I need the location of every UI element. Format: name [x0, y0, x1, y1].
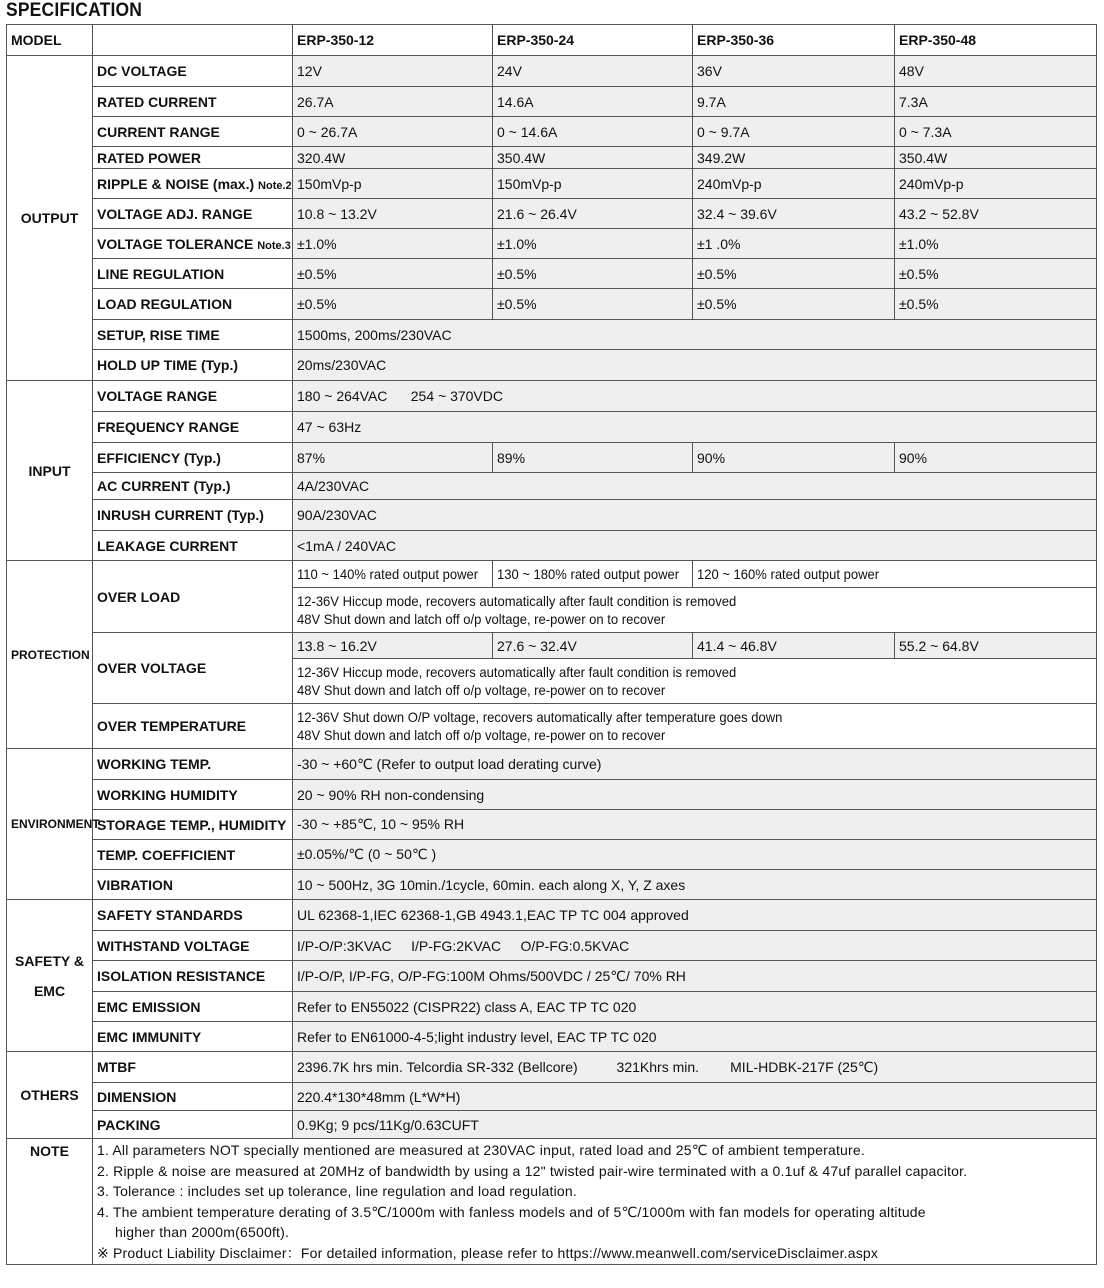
value-cell: ±0.5%	[895, 289, 1097, 320]
value-cell: I/P-O/P:3KVAC I/P-FG:2KVAC O/P-FG:0.5KVAC	[293, 931, 1097, 961]
table-row	[7, 1052, 1097, 1083]
table-row	[7, 531, 1097, 561]
value-cell: 150mVp-p	[493, 169, 693, 199]
note-item: 4. The ambient temperature derating of 3.5℃/1000m with fanless models and of 5℃/1000m with fan models for operating altitude	[97, 1203, 926, 1220]
table-row	[7, 870, 1097, 900]
table-row	[7, 1139, 1097, 1265]
row-label: WITHSTAND VOLTAGE	[93, 931, 293, 961]
table-row	[7, 931, 1097, 961]
value-cell: 350.4W	[493, 147, 693, 169]
value-cell: 90%	[895, 443, 1097, 473]
category-protection: PROTECTION	[7, 561, 93, 749]
value-cell: 27.6 ~ 32.4V	[493, 633, 693, 659]
table-row	[7, 1022, 1097, 1052]
row-label: OVER LOAD	[93, 561, 293, 633]
table-row	[7, 473, 1097, 500]
table-row	[7, 840, 1097, 870]
model-name: ERP-350-24	[493, 25, 693, 56]
category-others: OTHERS	[7, 1052, 93, 1139]
category-output: OUTPUT	[7, 56, 93, 381]
value-cell: 4A/230VAC	[293, 473, 1097, 500]
row-label: LINE REGULATION	[93, 259, 293, 289]
row-label: DIMENSION	[93, 1083, 293, 1111]
value-cell: 180 ~ 264VAC 254 ~ 370VDC	[293, 381, 1097, 412]
value-cell: 240mVp-p	[693, 169, 895, 199]
value-cell: 26.7A	[293, 87, 493, 117]
row-label: WORKING TEMP.	[93, 749, 293, 780]
specification-table	[6, 24, 1097, 1265]
table-row	[7, 443, 1097, 473]
value-cell: 21.6 ~ 26.4V	[493, 199, 693, 229]
value-cell: 7.3A	[895, 87, 1097, 117]
row-label: VOLTAGE ADJ. RANGE	[93, 199, 293, 229]
value-cell: ±1 .0%	[693, 229, 895, 259]
table-row	[7, 56, 1097, 87]
value-cell: ±0.5%	[895, 259, 1097, 289]
mode-line: 12-36V Hiccup mode, recovers automatically after fault condition is removed	[297, 664, 737, 680]
table-row	[7, 350, 1097, 381]
table-row	[7, 704, 1097, 749]
value-cell: 24V	[493, 56, 693, 87]
category-environment: ENVIRONMENT	[7, 749, 93, 900]
mode-line: 48V Shut down and latch off o/p voltage, re-power on to recover	[297, 611, 666, 627]
model-name: ERP-350-36	[693, 25, 895, 56]
value-cell: 10 ~ 500Hz, 3G 10min./1cycle, 60min. each along X, Y, Z axes	[293, 870, 1097, 900]
row-label: VIBRATION	[93, 870, 293, 900]
value-cell: 14.6A	[493, 87, 693, 117]
row-label: TEMP. COEFFICIENT	[93, 840, 293, 870]
value-cell: 36V	[693, 56, 895, 87]
row-label	[93, 229, 293, 259]
value-cell: 240mVp-p	[895, 169, 1097, 199]
row-label: AC CURRENT (Typ.)	[93, 473, 293, 500]
row-label: HOLD UP TIME (Typ.)	[93, 350, 293, 381]
value-cell: 13.8 ~ 16.2V	[293, 633, 493, 659]
value-cell: 12V	[293, 56, 493, 87]
row-label: PACKING	[93, 1111, 293, 1139]
value-cell: 350.4W	[895, 147, 1097, 169]
row-label: MTBF	[93, 1052, 293, 1083]
value-cell: 90%	[693, 443, 895, 473]
table-row	[7, 259, 1097, 289]
value-cell: 87%	[293, 443, 493, 473]
value-cell: 90A/230VAC	[293, 500, 1097, 531]
table-row	[7, 961, 1097, 992]
row-label: RATED POWER	[93, 147, 293, 169]
table-row	[7, 229, 1097, 259]
category-safety-emc	[7, 900, 93, 1052]
range-cell	[693, 561, 1097, 588]
mode-line: 48V Shut down and latch off o/p voltage, re-power on to recover	[297, 727, 666, 743]
value-cell: 41.4 ~ 46.8V	[693, 633, 895, 659]
note-reference: Note.3	[257, 239, 291, 252]
notes-block	[93, 1139, 1097, 1265]
value-cell: 89%	[493, 443, 693, 473]
table-row	[7, 169, 1097, 199]
mode-line: 48V Shut down and latch off o/p voltage, re-power on to recover	[297, 682, 666, 698]
row-label: SAFETY STANDARDS	[93, 900, 293, 931]
value-cell: 0 ~ 14.6A	[493, 117, 693, 147]
value-cell: ±0.5%	[693, 259, 895, 289]
table-row	[7, 992, 1097, 1022]
value-cell: 47 ~ 63Hz	[293, 412, 1097, 443]
model-name: ERP-350-48	[895, 25, 1097, 56]
mode-line: 12-36V Shut down O/P voltage, recovers automatically after temperature goes down	[297, 709, 783, 725]
model-name: ERP-350-12	[293, 25, 493, 56]
table-row	[7, 810, 1097, 840]
table-row	[7, 561, 1097, 588]
range-cell	[493, 561, 693, 588]
table-row	[7, 780, 1097, 810]
range-text: 110 ~ 140% rated output power	[297, 566, 479, 582]
value-cell: 55.2 ~ 64.8V	[895, 633, 1097, 659]
value-cell: ±0.5%	[493, 289, 693, 320]
value-cell: 1500ms, 200ms/230VAC	[293, 320, 1097, 350]
table-row	[7, 1083, 1097, 1111]
range-text: 120 ~ 160% rated output power	[697, 566, 880, 582]
value-cell: 9.7A	[693, 87, 895, 117]
value-cell: 2396.7K hrs min. Telcordia SR-332 (Bellcore) 321Khrs min. MIL-HDBK-217F (25℃)	[293, 1052, 1097, 1083]
table-row	[7, 87, 1097, 117]
value-cell: -30 ~ +60℃ (Refer to output load derating curve)	[293, 749, 1097, 780]
value-cell: ±0.5%	[293, 259, 493, 289]
model-header-row	[7, 25, 1097, 56]
row-label: RATED CURRENT	[93, 87, 293, 117]
table-row	[7, 289, 1097, 320]
table-row	[7, 381, 1097, 412]
value-cell: 48V	[895, 56, 1097, 87]
value-cell: <1mA / 240VAC	[293, 531, 1097, 561]
value-cell: ±0.5%	[693, 289, 895, 320]
row-label: LOAD REGULATION	[93, 289, 293, 320]
table-row	[7, 117, 1097, 147]
value-cell: UL 62368-1,IEC 62368-1,GB 4943.1,EAC TP TC 004 approved	[293, 900, 1097, 931]
row-label: WORKING HUMIDITY	[93, 780, 293, 810]
value-cell: ±1.0%	[293, 229, 493, 259]
value-cell: 150mVp-p	[293, 169, 493, 199]
value-cell: 10.8 ~ 13.2V	[293, 199, 493, 229]
value-cell: 0 ~ 9.7A	[693, 117, 895, 147]
value-cell: 0 ~ 7.3A	[895, 117, 1097, 147]
row-label: OVER VOLTAGE	[93, 633, 293, 704]
category-input: INPUT	[7, 381, 93, 561]
table-row	[7, 147, 1097, 169]
row-label: STORAGE TEMP., HUMIDITY	[93, 810, 293, 840]
value-cell: 20 ~ 90% RH non-condensing	[293, 780, 1097, 810]
note-reference: Note.2	[258, 179, 292, 192]
value-cell: 20ms/230VAC	[293, 350, 1097, 381]
model-label: MODEL	[7, 25, 93, 56]
row-label-text: VOLTAGE TOLERANCE	[97, 235, 254, 252]
value-cell: ±0.5%	[293, 289, 493, 320]
row-label: EMC EMISSION	[93, 992, 293, 1022]
model-blank-cell	[93, 25, 293, 56]
row-label: ISOLATION RESISTANCE	[93, 961, 293, 992]
value-cell: -30 ~ +85℃, 10 ~ 95% RH	[293, 810, 1097, 840]
table-row	[7, 900, 1097, 931]
table-row	[7, 1111, 1097, 1139]
disclaimer-note: ※ Product Liability Disclaimer：For detailed information, please refer to https://www.meanwell.com/serviceDisclaimer.aspx	[97, 1244, 879, 1261]
value-cell: ±1.0%	[895, 229, 1097, 259]
row-label-text: RIPPLE & NOISE (max.)	[97, 175, 255, 192]
table-row	[7, 500, 1097, 531]
value-cell: ±0.05%/℃ (0 ~ 50℃ )	[293, 840, 1097, 870]
row-label: SETUP, RISE TIME	[93, 320, 293, 350]
mode-description	[293, 659, 1097, 704]
value-cell: ±1.0%	[493, 229, 693, 259]
note-item: 1. All parameters NOT specially mentioned are measured at 230VAC input, rated load and 25℃ of ambient temperature.	[97, 1142, 865, 1158]
mode-description	[293, 588, 1097, 633]
table-row	[7, 633, 1097, 659]
row-label: FREQUENCY RANGE	[93, 412, 293, 443]
value-cell: Refer to EN55022 (CISPR22) class A, EAC TP TC 020	[293, 992, 1097, 1022]
row-label: DC VOLTAGE	[93, 56, 293, 87]
note-item: 3. Tolerance : includes set up tolerance, line regulation and load regulation.	[97, 1183, 577, 1199]
value-cell: Refer to EN61000-4-5;light industry level, EAC TP TC 020	[293, 1022, 1097, 1052]
note-item: 2. Ripple & noise are measured at 20MHz of bandwidth by using a 12" twisted pair-wire terminated with a 0.1uf & 47uf parallel capacitor.	[97, 1162, 968, 1179]
row-label: CURRENT RANGE	[93, 117, 293, 147]
value-cell: ±0.5%	[493, 259, 693, 289]
row-label	[93, 169, 293, 199]
mode-line: 12-36V Hiccup mode, recovers automatically after fault condition is removed	[297, 593, 737, 609]
category-line: SAFETY &	[15, 952, 84, 969]
page-title: SPECIFICATION	[6, 0, 143, 21]
mode-description	[293, 704, 1097, 749]
range-text: 130 ~ 180% rated output power	[497, 566, 680, 582]
value-cell: 43.2 ~ 52.8V	[895, 199, 1097, 229]
table-row	[7, 749, 1097, 780]
category-line: EMC	[33, 982, 66, 999]
row-label: INRUSH CURRENT (Typ.)	[93, 500, 293, 531]
row-label: LEAKAGE CURRENT	[93, 531, 293, 561]
value-cell: 349.2W	[693, 147, 895, 169]
row-label: VOLTAGE RANGE	[93, 381, 293, 412]
value-cell: 32.4 ~ 39.6V	[693, 199, 895, 229]
table-row	[7, 199, 1097, 229]
row-label: EMC IMMUNITY	[93, 1022, 293, 1052]
category-note: NOTE	[7, 1139, 93, 1265]
row-label: OVER TEMPERATURE	[93, 704, 293, 749]
value-cell: 0.9Kg; 9 pcs/11Kg/0.63CUFT	[293, 1111, 1097, 1139]
value-cell: 320.4W	[293, 147, 493, 169]
table-row	[7, 412, 1097, 443]
row-label: EFFICIENCY (Typ.)	[93, 443, 293, 473]
value-cell: 0 ~ 26.7A	[293, 117, 493, 147]
value-cell: 220.4*130*48mm (L*W*H)	[293, 1083, 1097, 1111]
table-row	[7, 320, 1097, 350]
note-item: higher than 2000m(6500ft).	[115, 1224, 290, 1240]
value-cell: I/P-O/P, I/P-FG, O/P-FG:100M Ohms/500VDC / 25℃/ 70% RH	[293, 961, 1097, 992]
range-cell	[293, 561, 493, 588]
